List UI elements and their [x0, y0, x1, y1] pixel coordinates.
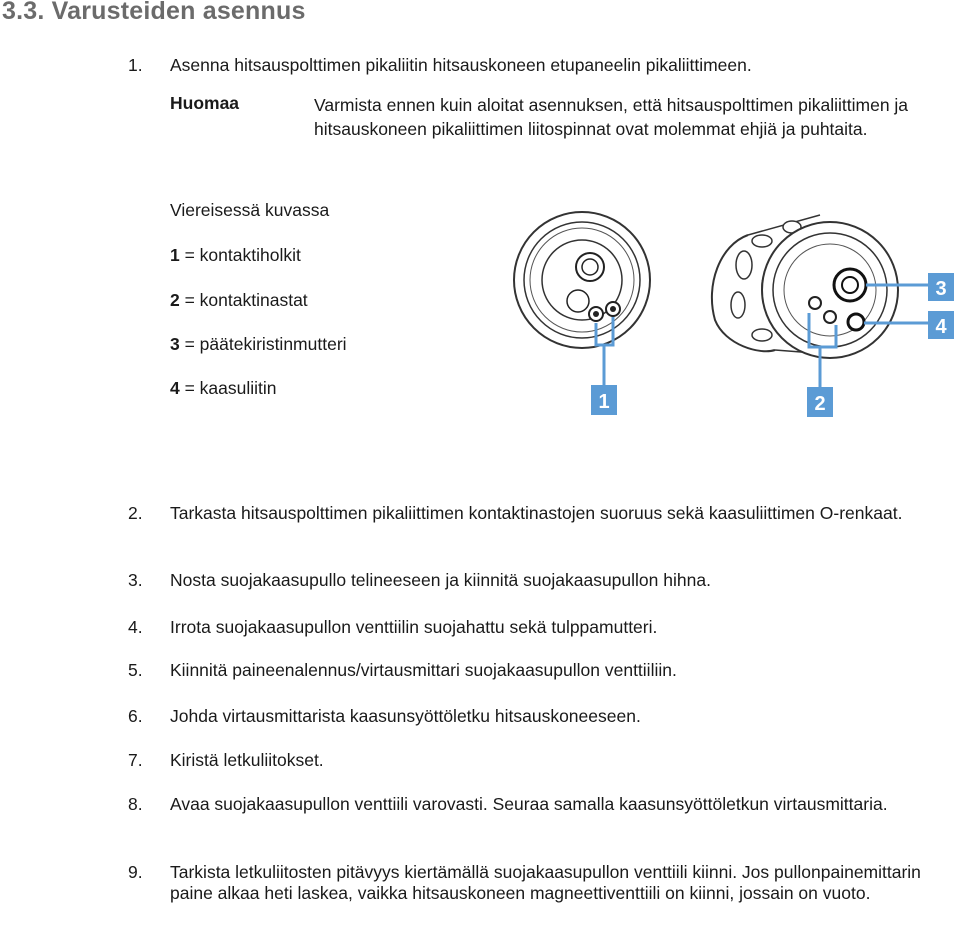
- step-number: 4.: [128, 617, 143, 637]
- step-number: 5.: [128, 660, 143, 680]
- section-heading: 3.3. Varusteiden asennus: [2, 0, 306, 25]
- legend-key: 2: [170, 290, 180, 310]
- callout-4: [928, 311, 954, 339]
- step-text: Kiristä letkuliitokset.: [170, 750, 324, 770]
- legend-key: 1: [170, 245, 180, 265]
- callout-4-label: 4: [935, 316, 947, 338]
- legend-label: = päätekiristinmutteri: [179, 334, 347, 354]
- step-text: Tarkasta hitsauspolttimen pikaliittimen kontaktinastojen suoruus sekä kaasuliittimen O-renkaat.: [170, 503, 903, 523]
- legend-item-4: [170, 378, 277, 399]
- step-number: 2.: [128, 503, 143, 523]
- step-text: Nosta suojakaasupullo telineeseen ja kiinnitä suojakaasupullon hihna.: [170, 570, 711, 590]
- step-number: 6.: [128, 706, 143, 726]
- legend-key: 4: [170, 378, 180, 398]
- step-number: 3.: [128, 570, 143, 590]
- callout-3: [928, 273, 954, 301]
- callout-3-label: 3: [935, 278, 947, 300]
- step-number: 9.: [128, 862, 143, 882]
- step-text: Johda virtausmittarista kaasunsyöttöletku hitsauskoneeseen.: [170, 706, 641, 726]
- legend-item-2: [170, 290, 308, 311]
- legend-item-3: [170, 334, 347, 355]
- callout-1: [591, 385, 617, 415]
- step-number: 7.: [128, 750, 143, 770]
- note-label: Huomaa: [170, 93, 240, 113]
- front-connector-view: [514, 212, 650, 348]
- legend-label: = kontaktinastat: [179, 290, 308, 310]
- callout-1-label: 1: [598, 391, 610, 413]
- connector-illustration: [500, 205, 960, 420]
- legend-item-1: [170, 245, 301, 266]
- legend-intro: Viereisessä kuvassa: [170, 200, 330, 220]
- step-text: Avaa suojakaasupullon venttiili varovasti. Seuraa samalla kaasunsyöttöletkun virtausmittaria.: [170, 794, 888, 814]
- step-text: Irrota suojakaasupullon venttiilin suojahattu sekä tulppamutteri.: [170, 617, 658, 637]
- callout-2: [807, 387, 833, 417]
- step-text: Asenna hitsauspolttimen pikaliitin hitsauskoneen etupaneelin pikaliittimeen.: [170, 55, 752, 75]
- step-text: Kiinnitä paineenalennus/virtausmittari suojakaasupullon venttiiliin.: [170, 660, 677, 680]
- callout-2-label: 2: [814, 393, 826, 415]
- legend-label: = kaasuliitin: [179, 378, 277, 398]
- legend-label: = kontaktiholkit: [179, 245, 301, 265]
- legend-key: 3: [170, 334, 180, 354]
- step-text: Tarkista letkuliitosten pitävyys kiertämällä suojakaasupullon venttiili kiinni. Jos pullonpainemittarin paine alkaa heti laskea, vaikka hitsauskoneen magneettiventtiili on kiinni, jossain on vuoto.: [170, 862, 921, 903]
- step-number: 1.: [128, 55, 143, 75]
- note-text: Varmista ennen kuin aloitat asennuksen, että hitsauspolttimen pikaliittimen ja hitsauskoneen pikaliittimen liitospinnat ovat molemmat ehjiä ja puhtaita.: [314, 95, 909, 139]
- step-number: 8.: [128, 794, 143, 814]
